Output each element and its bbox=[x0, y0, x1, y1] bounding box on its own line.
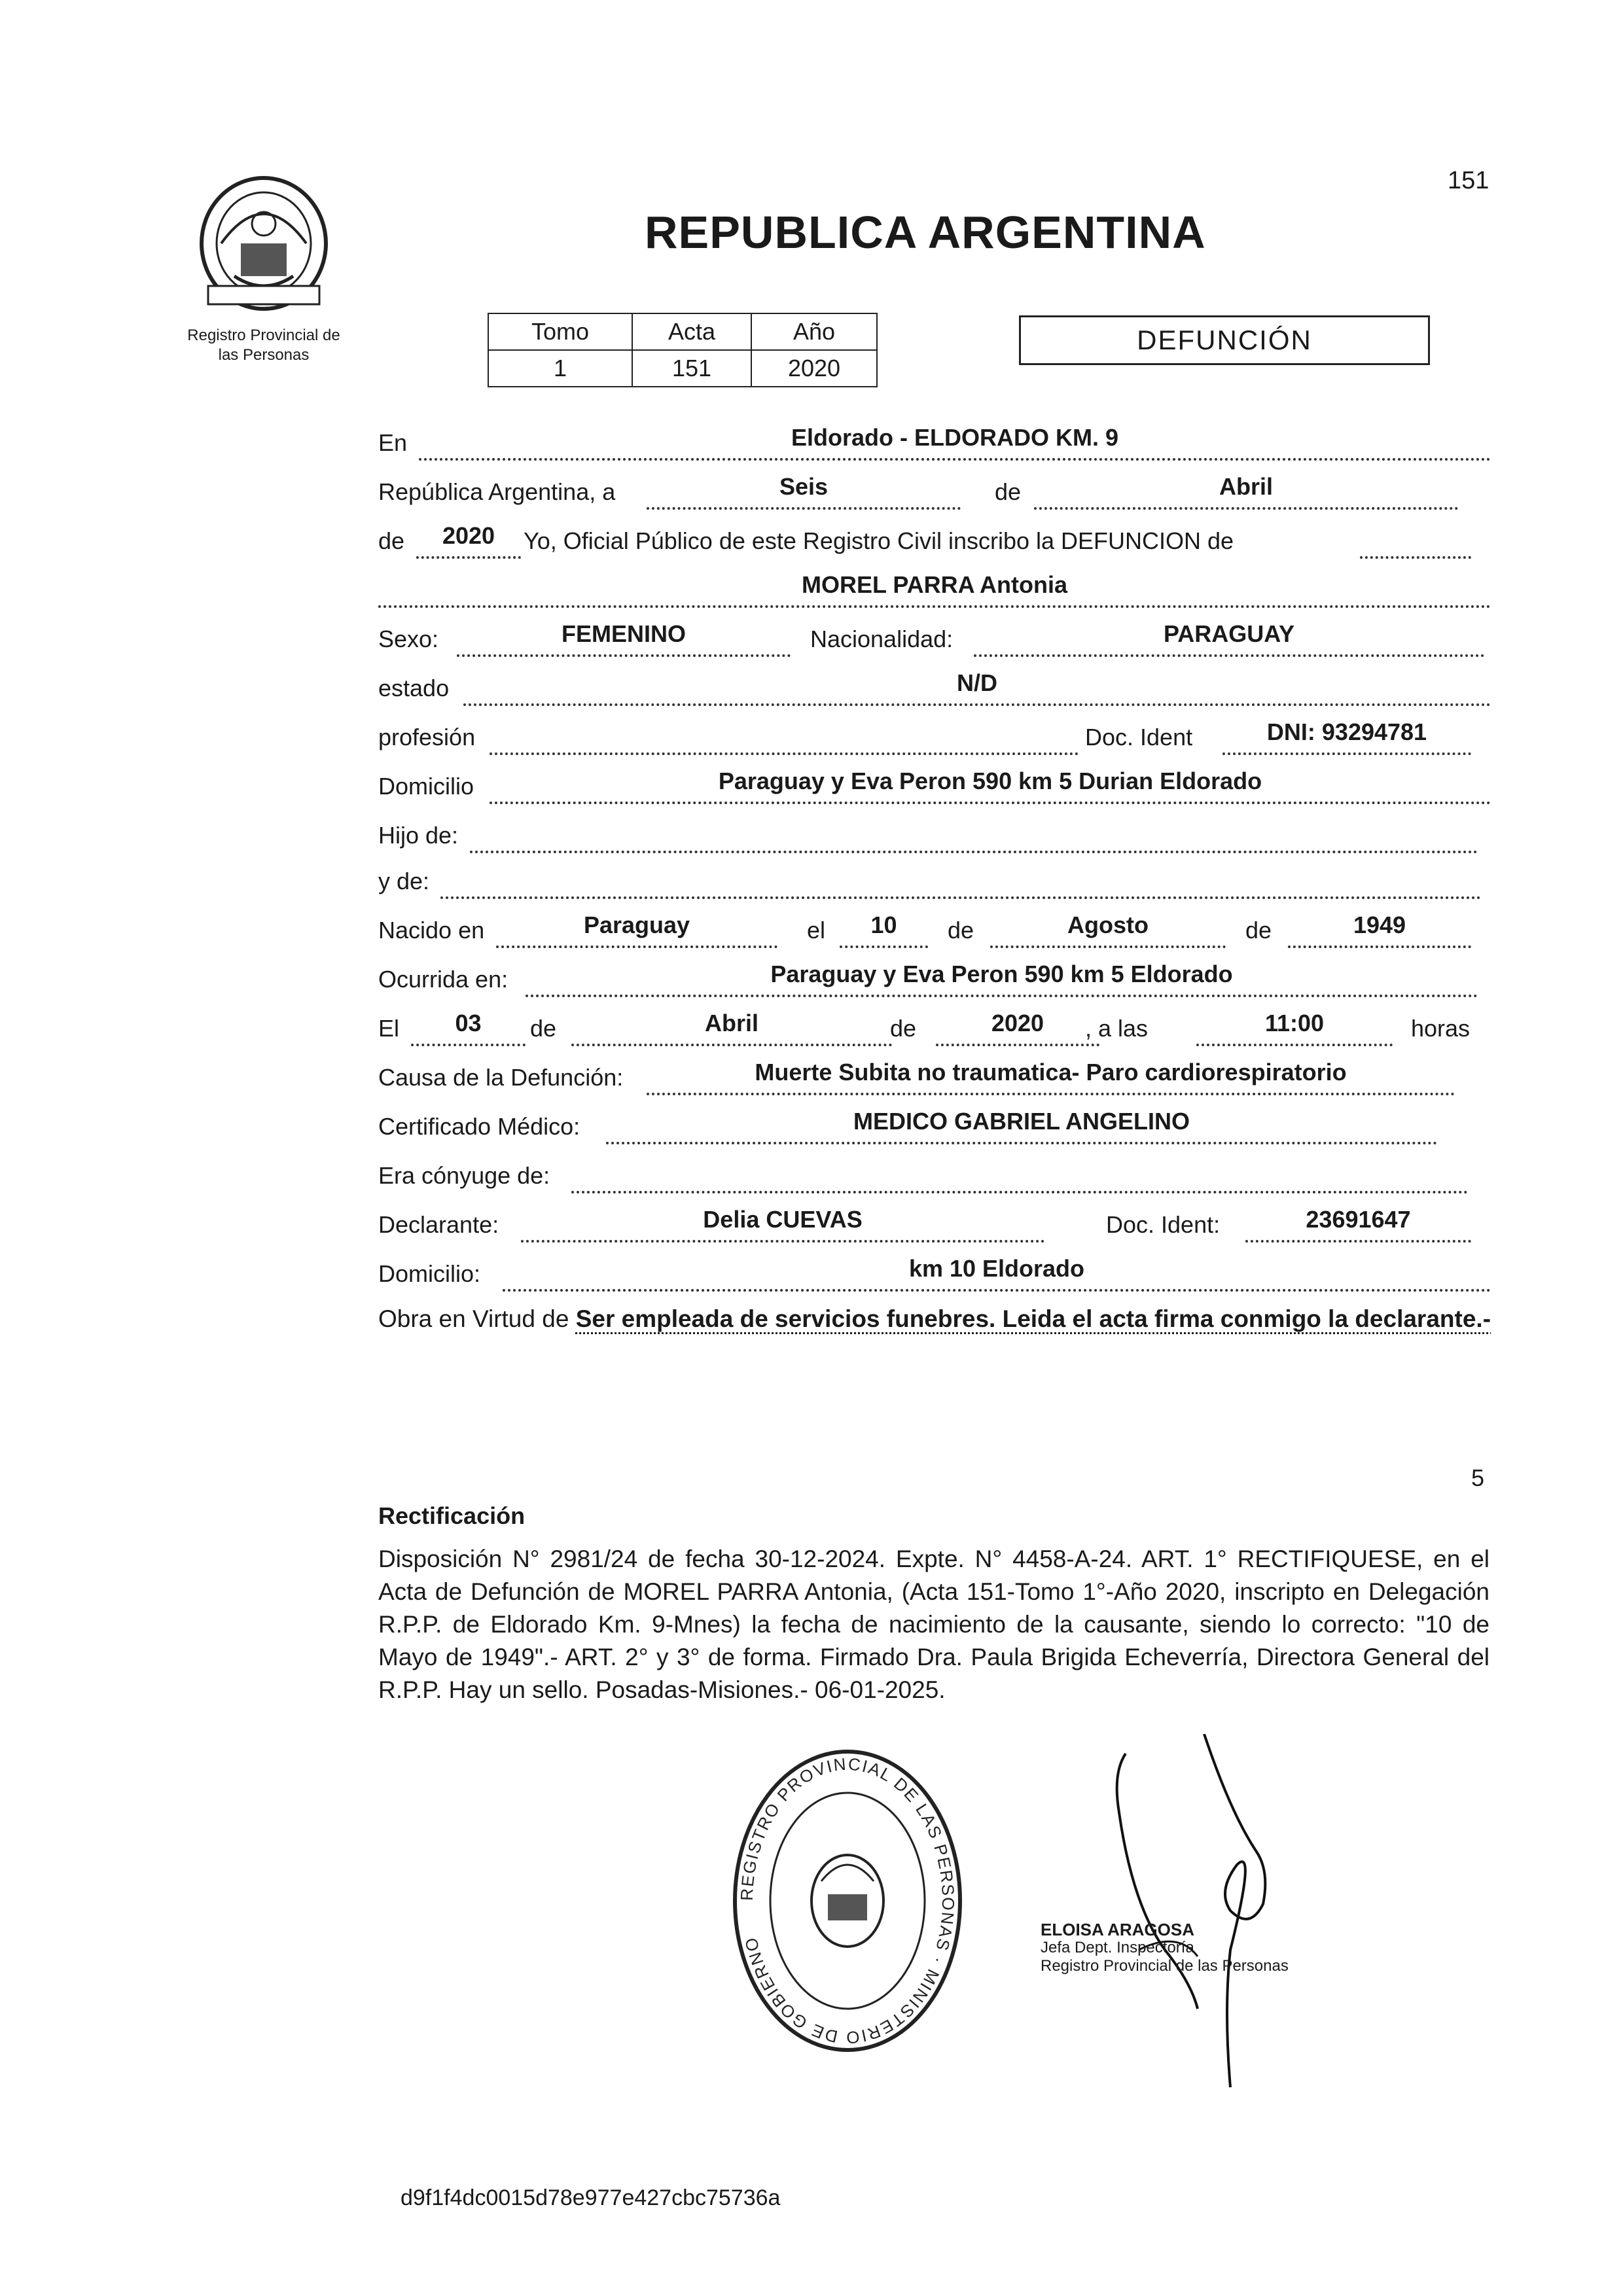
row-causa bbox=[378, 1060, 1491, 1099]
horas-label: horas bbox=[1411, 1015, 1471, 1042]
row-estado bbox=[378, 671, 1491, 710]
reference-value-row bbox=[488, 350, 877, 387]
domicilio-value: Paraguay y Eva Peron 590 km 5 Durian Eldorado bbox=[718, 768, 1262, 794]
oficial-text: Yo, Oficial Público de este Registro Civil inscribo la DEFUNCION de bbox=[524, 527, 1234, 554]
alas-label: , a las bbox=[1085, 1015, 1149, 1042]
yde-field bbox=[440, 862, 1481, 899]
death-time-value: 11:00 bbox=[1264, 1010, 1325, 1036]
tomo-header: Tomo bbox=[488, 313, 632, 350]
row-name bbox=[378, 573, 1491, 612]
rectificacion-body: Disposición N° 2981/24 de fecha 30-12-2024. Expte. N° 4458-A-24. ART. 1° RECTIFIQUESE, en el Acta de Defunción de MOREL PARRA Antonia, (Acta 151-Tomo 1°-Año 2020, inscripto en Delegación R.P.P. de Eldorado Km. 9-Mnes) la fecha de nacimiento de la causante, siendo lo correcto: "10 de Mayo de 1949".- ART. 2° y 3° de forma. Firmado Dra. Paula Brigida Echeverría, Directora General del R.P.P. Hay un sello. Posadas-Misiones.- 06-01-2025. bbox=[378, 1545, 1489, 1703]
causa-value: Muerte Subita no traumatica- Paro cardiorespiratorio bbox=[755, 1059, 1347, 1086]
org-line-2: las Personas bbox=[218, 346, 310, 364]
seal-text: REGISTRO PROVINCIAL DE LAS PERSONAS · MINISTERIO DE GOBIERNO bbox=[736, 1754, 959, 2048]
oficial-trailing-field bbox=[1360, 522, 1471, 559]
death-year-value: 2020 bbox=[991, 1010, 1044, 1036]
causa-field bbox=[647, 1059, 1455, 1095]
birth-year-value: 1949 bbox=[1353, 911, 1406, 938]
birth-month-field bbox=[990, 911, 1226, 948]
certificado-value: MEDICO GABRIEL ANGELINO bbox=[853, 1108, 1190, 1135]
hijo-label: Hijo de: bbox=[378, 822, 459, 849]
domicilio2-label: Domicilio: bbox=[378, 1260, 481, 1287]
signatory-block bbox=[1041, 1920, 1289, 1975]
de-death-label: de bbox=[530, 1015, 557, 1042]
death-day-value: 03 bbox=[455, 1010, 482, 1036]
en-field bbox=[419, 424, 1491, 461]
doc-ident-field bbox=[1222, 718, 1471, 755]
declarante-label: Declarante: bbox=[378, 1211, 499, 1238]
birth-month-value: Agosto bbox=[1067, 911, 1149, 938]
declarante-domicilio-field bbox=[503, 1255, 1491, 1292]
conyuge-label: Era cónyuge de: bbox=[378, 1162, 550, 1189]
row-yde bbox=[378, 864, 1491, 903]
declarante-domicilio-value: km 10 Eldorado bbox=[908, 1255, 1085, 1282]
day-field bbox=[647, 473, 961, 510]
certificado-label: Certificado Médico: bbox=[378, 1113, 580, 1140]
declarante-field bbox=[521, 1206, 1044, 1243]
nacido-en-field bbox=[496, 911, 777, 948]
de-death-year-label: de bbox=[890, 1015, 917, 1042]
el2-label: El bbox=[378, 1015, 400, 1042]
domicilio-field bbox=[490, 768, 1491, 804]
month-field bbox=[1034, 473, 1458, 510]
de-birth-year-label: de bbox=[1245, 917, 1272, 944]
profesion-label: profesión bbox=[378, 724, 476, 751]
acta-value: 151 bbox=[632, 350, 751, 387]
doc-ident-label: Doc. Ident bbox=[1085, 724, 1193, 751]
row-certificado bbox=[378, 1109, 1491, 1148]
estado-value: N/D bbox=[957, 669, 997, 696]
deceased-name-field bbox=[378, 571, 1491, 608]
document-title: REPUBLICA ARGENTINA bbox=[645, 207, 1206, 258]
yde-label: y de: bbox=[378, 868, 430, 894]
row-hijo bbox=[378, 818, 1491, 857]
year-value: 2020 bbox=[442, 522, 495, 549]
provincial-coat-of-arms-logo bbox=[195, 171, 332, 315]
row-declarante bbox=[378, 1207, 1491, 1246]
de-birth-label: de bbox=[948, 917, 974, 944]
birth-year-field bbox=[1288, 911, 1471, 948]
rectificacion-number: 5 bbox=[1471, 1464, 1485, 1491]
day-value: Seis bbox=[779, 473, 829, 500]
en-label: En bbox=[378, 429, 408, 456]
nacido-en-value: Paraguay bbox=[583, 911, 690, 938]
row-ocurrida bbox=[378, 962, 1491, 1001]
obra-text: Ser empleada de servicios funebres. Leida el acta firma conmigo la declarante.- bbox=[575, 1305, 1491, 1332]
row-domicilio bbox=[378, 769, 1491, 808]
obra-paragraph bbox=[378, 1302, 1491, 1336]
profesion-field bbox=[490, 718, 1079, 755]
ocurrida-label: Ocurrida en: bbox=[378, 966, 508, 993]
hijo-field bbox=[470, 817, 1478, 853]
declarante-doc-value: 23691647 bbox=[1306, 1206, 1411, 1233]
conyuge-field bbox=[571, 1157, 1468, 1193]
handwritten-signature bbox=[1034, 1734, 1374, 2100]
rectificacion-title: Rectificación bbox=[378, 1502, 526, 1529]
obra-prefix: Obra en Virtud de bbox=[378, 1305, 569, 1332]
en-value: Eldorado - ELDORADO KM. 9 bbox=[791, 424, 1118, 451]
anio-header: Año bbox=[751, 313, 877, 350]
page-number: 151 bbox=[1448, 167, 1489, 194]
nacionalidad-field bbox=[974, 620, 1484, 657]
row-oficial bbox=[378, 523, 1491, 563]
sexo-value: FEMENINO bbox=[561, 620, 686, 647]
death-month-value: Abril bbox=[704, 1010, 758, 1036]
row-republica bbox=[378, 474, 1491, 514]
death-month-field bbox=[571, 1010, 892, 1046]
signatory-role: Jefa Dept. Inspectoría bbox=[1041, 1939, 1194, 1956]
anio-value: 2020 bbox=[751, 350, 877, 387]
doc-ident-value: DNI: 93294781 bbox=[1266, 718, 1427, 745]
el-label: el bbox=[807, 917, 826, 944]
de-year-label: de bbox=[378, 527, 405, 554]
ocurrida-field bbox=[526, 961, 1478, 997]
estado-label: estado bbox=[378, 675, 450, 701]
de-label: de bbox=[995, 478, 1022, 505]
row-fecha-defuncion bbox=[378, 1011, 1491, 1050]
month-value: Abril bbox=[1219, 473, 1273, 500]
row-domicilio-declarante bbox=[378, 1256, 1491, 1296]
birth-day-field bbox=[840, 911, 928, 948]
issuing-organization bbox=[149, 326, 378, 365]
causa-label: Causa de la Defunción: bbox=[378, 1064, 624, 1091]
death-time-field bbox=[1196, 1010, 1393, 1046]
declarante-doc-field bbox=[1245, 1206, 1471, 1243]
tomo-value: 1 bbox=[488, 350, 632, 387]
org-line-1: Registro Provincial de bbox=[187, 327, 340, 344]
nacionalidad-value: PARAGUAY bbox=[1163, 620, 1295, 647]
acta-header: Acta bbox=[632, 313, 751, 350]
row-en bbox=[378, 425, 1491, 465]
birth-day-value: 10 bbox=[870, 911, 897, 938]
nacionalidad-label: Nacionalidad: bbox=[810, 626, 954, 652]
reference-header-row bbox=[488, 313, 877, 350]
document-hash: d9f1f4dc0015d78e977e427cbc75736a bbox=[401, 2185, 781, 2210]
domicilio-label: Domicilio bbox=[378, 773, 474, 800]
row-nacido bbox=[378, 913, 1491, 952]
official-seal-stamp bbox=[723, 1737, 972, 2064]
row-profesion bbox=[378, 720, 1491, 759]
sexo-field bbox=[457, 620, 791, 657]
record-type-box: DEFUNCIÓN bbox=[1019, 315, 1430, 365]
estado-field bbox=[463, 669, 1491, 706]
signatory-name: ELOISA ARAGOSA bbox=[1041, 1920, 1194, 1939]
death-year-field bbox=[936, 1010, 1099, 1046]
nacido-label: Nacido en bbox=[378, 917, 485, 944]
signatory-org: Registro Provincial de las Personas bbox=[1041, 1957, 1289, 1975]
doc-ident2-label: Doc. Ident: bbox=[1106, 1211, 1221, 1238]
sexo-label: Sexo: bbox=[378, 626, 439, 652]
certificado-field bbox=[606, 1108, 1437, 1144]
row-conyuge bbox=[378, 1158, 1491, 1197]
year-field bbox=[416, 522, 521, 559]
declarante-value: Delia CUEVAS bbox=[703, 1206, 863, 1233]
death-day-field bbox=[411, 1010, 526, 1046]
reference-table bbox=[488, 313, 878, 387]
ocurrida-value: Paraguay y Eva Peron 590 km 5 Eldorado bbox=[770, 961, 1233, 987]
republica-label: República Argentina, a bbox=[378, 478, 616, 505]
deceased-name: MOREL PARRA Antonia bbox=[802, 571, 1067, 598]
row-sexo bbox=[378, 622, 1491, 661]
